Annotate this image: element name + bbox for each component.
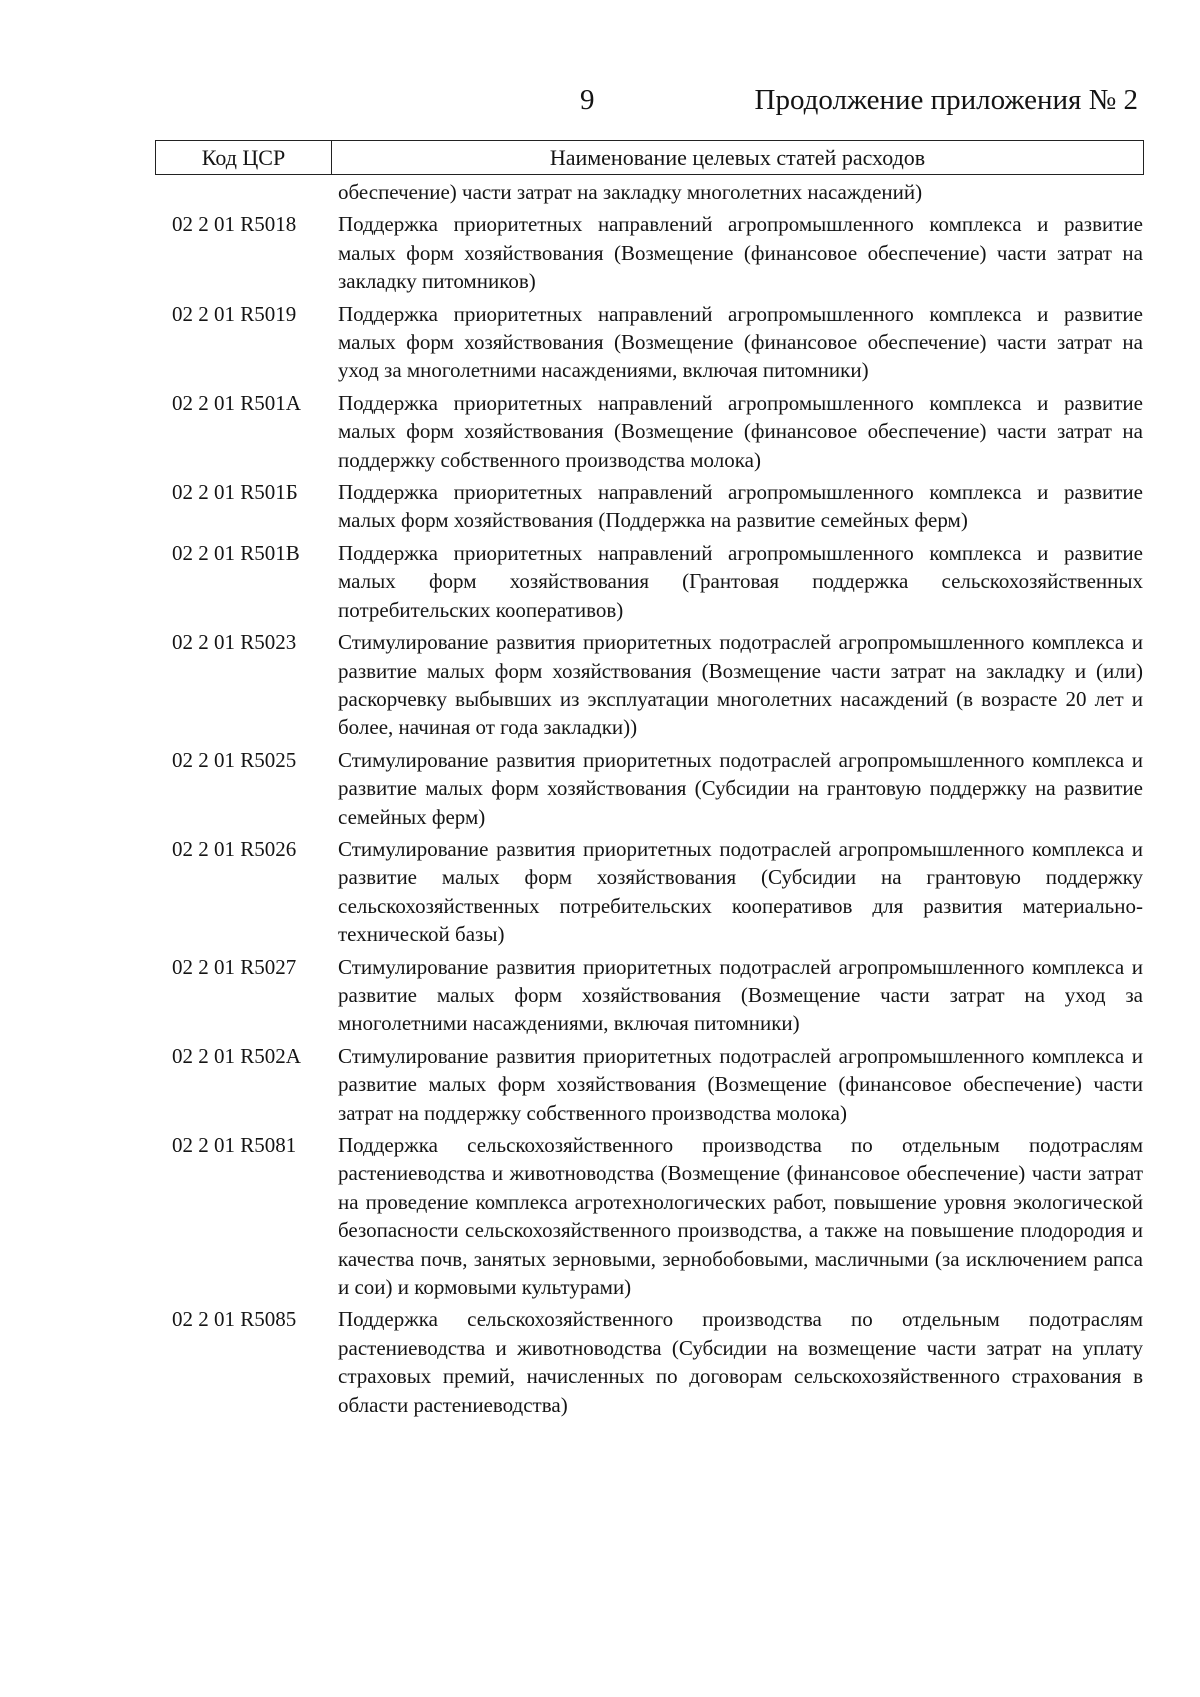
row-description: Поддержка сельскохозяйственного производства по отдельным подотраслям растениеводства и животноводства (Возмещение (финансовое обеспечение) части затрат на проведение комплекса агротехнологических работ, повышение уровня экологической безопасности сельскохозяйственного производства, а также на повышение плодородия и качества почв, занятых зерновыми, зернобобовыми, масличными (за исключением рапса и сои) и кормовыми культурами)	[338, 1133, 1143, 1300]
column-header-code: Код ЦСР	[156, 141, 332, 174]
row-description: Стимулирование развития приоритетных подотраслей агропромышленного комплекса и развитие малых форм хозяйствования (Субсидии на грантовую поддержку на развитие семейных ферм)	[338, 747, 1143, 829]
table-header	[155, 140, 1144, 175]
table-row	[155, 300, 1144, 385]
row-description: Поддержка приоритетных направлений агропромышленного комплекса и развитие малых форм хозяйствования (Грантовая поддержка сельскохозяйственных потребительских кооперативов)	[338, 540, 1143, 622]
row-code: 02 2 01 R5019	[172, 301, 297, 326]
row-code: 02 2 01 R5085	[172, 1307, 297, 1332]
row-description: Стимулирование развития приоритетных подотраслей агропромышленного комплекса и развитие малых форм хозяйствования (Возмещение части затрат на уход за многолетними насаждениями, включая питомники)	[338, 954, 1143, 1036]
table-row	[155, 478, 1144, 535]
row-code: 02 2 01 R501А	[172, 390, 301, 415]
table-row	[155, 835, 1144, 949]
table-row	[155, 178, 1144, 206]
row-code: 02 2 01 R5018	[172, 212, 297, 237]
table-row	[155, 210, 1144, 295]
row-description: Поддержка приоритетных направлений агропромышленного комплекса и развитие малых форм хозяйствования (Возмещение (финансовое обеспечение) части затрат на уход за многолетними насаждениями, включая питомники)	[338, 301, 1143, 383]
page-number: 9	[580, 84, 595, 116]
row-description: Стимулирование развития приоритетных подотраслей агропромышленного комплекса и развитие малых форм хозяйствования (Субсидии на грантовую поддержку сельскохозяйственных потребительских кооперативов для развития материально-технической базы)	[338, 836, 1143, 947]
table-row	[155, 953, 1144, 1038]
row-code: 02 2 01 R5026	[172, 836, 297, 861]
row-code: 02 2 01 R5081	[172, 1133, 297, 1157]
row-description: обеспечение) части затрат на закладку многолетних насаждений)	[338, 180, 923, 204]
row-code	[155, 178, 330, 206]
column-header-name: Наименование целевых статей расходов	[549, 144, 926, 170]
table-row	[155, 628, 1144, 742]
row-code: 02 2 01 R501Б	[172, 480, 298, 505]
row-code: 02 2 01 R502А	[172, 1043, 301, 1068]
row-code: 02 2 01 R5027	[172, 954, 297, 979]
row-description: Поддержка приоритетных направлений агропромышленного комплекса и развитие малых форм хозяйствования (Возмещение (финансовое обеспечение) части затрат на поддержку собственного производства молока)	[338, 390, 1143, 472]
row-code: 02 2 01 R501В	[172, 540, 300, 565]
table-row	[155, 539, 1144, 624]
row-description: Поддержка приоритетных направлений агропромышленного комплекса и развитие малых форм хозяйствования (Возмещение (финансовое обеспечение) части затрат на закладку питомников)	[338, 212, 1143, 294]
table-row	[155, 389, 1144, 474]
table-row	[155, 1131, 1144, 1301]
table-row	[155, 1042, 1144, 1127]
row-description: Стимулирование развития приоритетных подотраслей агропромышленного комплекса и развитие малых форм хозяйствования (Возмещение части затрат на закладку и (или) раскорчевку выбывших из эксплуатации многолетних насаждений (в возрасте 20 лет и более, начиная от года закладки))	[338, 630, 1143, 740]
appendix-title: Продолжение приложения № 2	[754, 84, 1138, 116]
table-row	[155, 746, 1144, 831]
row-description: Стимулирование развития приоритетных подотраслей агропромышленного комплекса и развитие малых форм хозяйствования (Возмещение (финансовое обеспечение) части затрат на поддержку собственного производства молока)	[338, 1043, 1143, 1125]
table-body	[155, 178, 1144, 1423]
row-description: Поддержка приоритетных направлений агропромышленного комплекса и развитие малых форм хозяйствования (Поддержка на развитие семейных ферм)	[338, 480, 1143, 533]
table-row	[155, 1305, 1144, 1419]
row-description: Поддержка сельскохозяйственного производства по отдельным подотраслям растениеводства и животноводства (Субсидии на возмещение части затрат на уплату страховых премий, начисленных по договорам сельскохозяйственного страхования в области растениеводства)	[338, 1307, 1143, 1417]
row-code: 02 2 01 R5025	[172, 747, 297, 772]
row-code: 02 2 01 R5023	[172, 630, 297, 655]
